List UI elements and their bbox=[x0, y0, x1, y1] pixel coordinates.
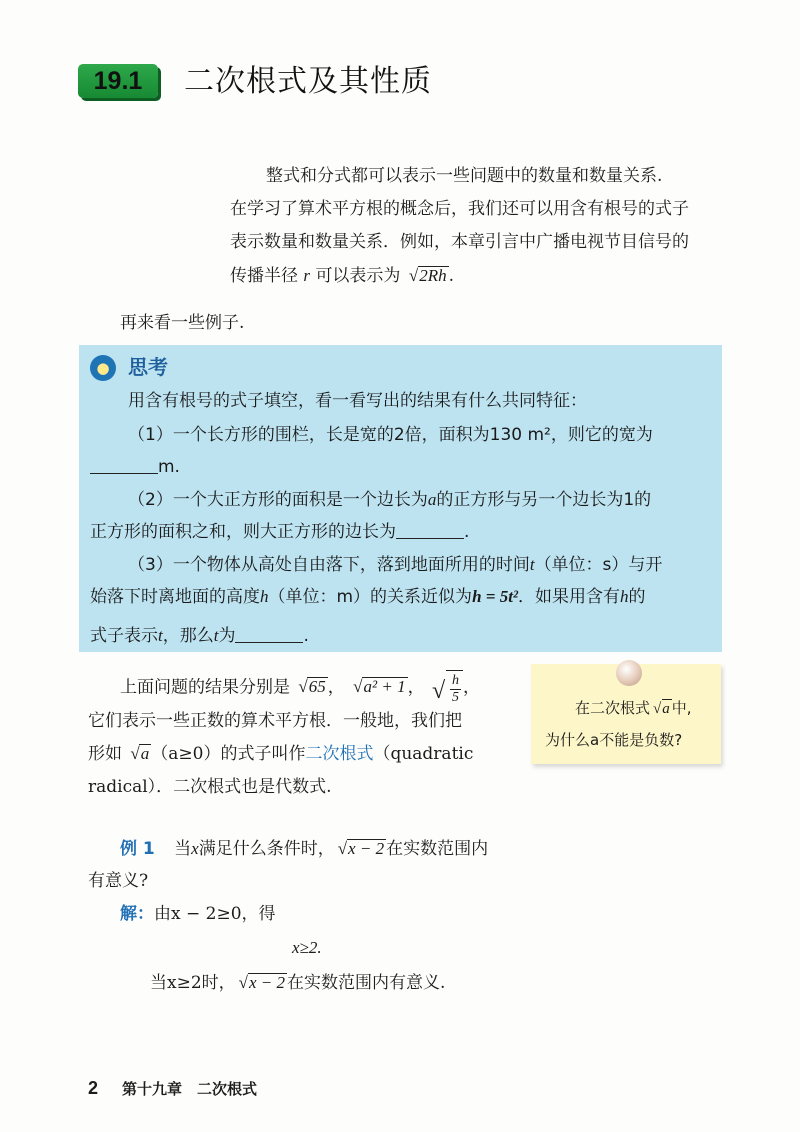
fraction bbox=[450, 673, 461, 706]
text: 式子表示 bbox=[90, 626, 158, 646]
var-a: a bbox=[427, 490, 437, 509]
unit-m: m. bbox=[158, 457, 180, 477]
text: 当 bbox=[174, 839, 192, 859]
condition: （a≥0） bbox=[151, 744, 221, 764]
sqrt-a: √ a bbox=[662, 699, 672, 718]
text: 满足什么条件时， bbox=[198, 839, 335, 859]
think-q1a: （1）一个长方形的围栏，长是宽的2倍，面积为130 m²，则它的宽为 bbox=[128, 425, 653, 445]
text: . bbox=[303, 626, 309, 646]
more-examples-text: 再来看一些例子. bbox=[120, 313, 245, 333]
def-line-3: radical）．二次根式也是代数式. bbox=[88, 777, 332, 797]
text: 正方形的面积之和，则大正方形的边长为 bbox=[90, 522, 396, 542]
denominator: 5 bbox=[451, 689, 459, 705]
sqrt-h-over-5 bbox=[446, 670, 463, 706]
var-x: x bbox=[191, 839, 199, 858]
text: 形如 bbox=[88, 744, 122, 764]
think-title: 思考 bbox=[128, 355, 168, 379]
var-h: h bbox=[620, 587, 629, 606]
def-line-1: 它们表示一些正数的算术平方根．一般地，我们把 bbox=[88, 711, 462, 731]
section-number-badge: 19.1 bbox=[78, 64, 158, 98]
think-q2-line2 bbox=[90, 516, 469, 548]
example-1-line-2: 有意义? bbox=[88, 871, 149, 891]
text: （单位：m）的关系近似为 bbox=[268, 587, 473, 607]
chapter-footer: 第十九章 二次根式 bbox=[122, 1080, 258, 1098]
var-t: t bbox=[158, 626, 163, 645]
intro-line-2: 在学习了算术平方根的概念后，我们还可以用含有根号的式子 bbox=[230, 199, 689, 219]
think-q3-line1 bbox=[128, 549, 662, 581]
text: 的式子叫作 bbox=[220, 744, 306, 764]
sqrt-a: √ a bbox=[139, 744, 151, 763]
intro-text: 传播半径 bbox=[230, 266, 298, 286]
think-q3-line2 bbox=[90, 581, 646, 613]
intro-line-3: 表示数量和数量关系．例如，本章引言中广播电视节目信号的 bbox=[230, 232, 689, 252]
results-line bbox=[120, 670, 480, 706]
text: 中, bbox=[671, 699, 692, 717]
sqrt-2rh: √ 2Rh bbox=[418, 266, 449, 285]
text: （3）一个物体从高处自由落下，落到地面所用的时间 bbox=[128, 555, 530, 575]
text: （quadratic bbox=[373, 744, 474, 764]
numerator: √ h bbox=[451, 672, 459, 688]
text: 始落下时离地面的高度 bbox=[90, 587, 260, 607]
intro-text: 可以表示为 bbox=[315, 266, 401, 286]
answer-blank bbox=[235, 624, 303, 643]
answer-blank bbox=[396, 520, 464, 539]
think-q0: 用含有根号的式子填空，看一看写出的结果有什么共同特征： bbox=[128, 391, 587, 411]
var-t: t bbox=[213, 626, 219, 645]
text: 在二次根式 bbox=[575, 699, 651, 717]
section-title: 二次根式及其性质 bbox=[184, 64, 432, 99]
solution-line-1 bbox=[120, 898, 276, 931]
example-label: 例 1 bbox=[120, 839, 155, 859]
text: . bbox=[464, 522, 470, 542]
answer-blank bbox=[90, 455, 158, 474]
text: ， bbox=[327, 677, 345, 698]
sqrt-65: √ 65 bbox=[307, 677, 327, 696]
intro-line-4 bbox=[230, 259, 454, 293]
var-h: h bbox=[260, 587, 269, 606]
term-quadratic-radical: 二次根式 bbox=[305, 744, 374, 764]
note-line-1 bbox=[575, 694, 692, 722]
intro-end: . bbox=[448, 266, 454, 286]
text: 当x≥2时， bbox=[150, 973, 236, 993]
text: ，那么 bbox=[162, 626, 214, 646]
lightbulb-icon: ● bbox=[90, 355, 116, 381]
sqrt-x-minus-2: √ x − 2 bbox=[248, 973, 287, 992]
example-1-line-1 bbox=[120, 832, 488, 866]
def-line-2 bbox=[88, 738, 473, 771]
text: 在实数范围内 bbox=[386, 839, 489, 859]
text: （单位：s）与开 bbox=[534, 555, 663, 575]
think-q2-line1 bbox=[128, 484, 651, 516]
text: 的 bbox=[628, 587, 646, 607]
text: 为 bbox=[218, 626, 236, 646]
intro-line-1: 整式和分式都可以表示一些问题中的数量和数量关系. bbox=[266, 166, 663, 186]
text: （2）一个大正方形的面积是一个边长为 bbox=[128, 490, 428, 510]
page-number: 2 bbox=[88, 1078, 99, 1098]
text: ， bbox=[407, 677, 425, 698]
solution-line-3 bbox=[150, 967, 445, 1000]
text: ， bbox=[462, 677, 480, 698]
var-r: r bbox=[303, 266, 311, 285]
solution-label: 解： bbox=[120, 904, 154, 924]
text: 在实数范围内有意义. bbox=[287, 973, 446, 993]
think-q3-line3 bbox=[90, 620, 309, 652]
note-line-2: 为什么a不能是负数? bbox=[545, 731, 683, 749]
text: 的正方形与另一个边长为1的 bbox=[436, 490, 652, 510]
sqrt-x-minus-2: √ x − 2 bbox=[347, 839, 386, 858]
think-q1b bbox=[90, 451, 180, 483]
text: ．如果用含有 bbox=[518, 587, 621, 607]
sqrt-a2-plus-1: √ a² + 1 bbox=[362, 677, 407, 696]
formula: h = 5t² bbox=[472, 587, 519, 606]
text: 由x − 2≥0，得 bbox=[154, 904, 276, 924]
text: 上面问题的结果分别是 bbox=[120, 677, 290, 698]
pushpin-icon bbox=[616, 660, 642, 686]
var-t: t bbox=[529, 555, 535, 574]
solution-line-2: x≥2. bbox=[292, 938, 322, 957]
